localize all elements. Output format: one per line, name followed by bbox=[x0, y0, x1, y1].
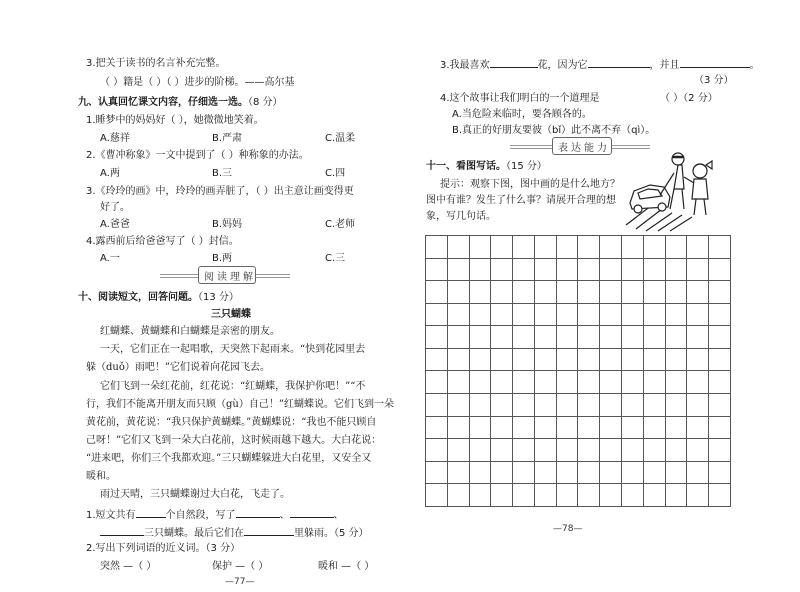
grid-cell[interactable] bbox=[513, 236, 535, 259]
grid-cell[interactable] bbox=[665, 348, 687, 371]
grid-cell[interactable] bbox=[665, 303, 687, 326]
story-line: 它们飞到一朵红花前，红花说：“红蝴蝶，我保护你吧！”“不 bbox=[100, 381, 366, 392]
grid-cell[interactable] bbox=[622, 326, 644, 349]
grid-cell[interactable] bbox=[665, 394, 687, 417]
right-q3-text: ，并且 bbox=[649, 60, 680, 71]
grid-cell[interactable] bbox=[556, 348, 578, 371]
grid-cell[interactable] bbox=[600, 348, 622, 371]
grid-cell[interactable] bbox=[665, 236, 687, 259]
grid-cell[interactable] bbox=[578, 303, 600, 326]
section-10-score: （13 分） bbox=[198, 292, 239, 303]
grid-cell[interactable] bbox=[469, 303, 491, 326]
hint-line: 象，写几句话。 bbox=[426, 211, 496, 222]
grid-cell[interactable] bbox=[709, 394, 731, 417]
q9-4-option-a: A.一 bbox=[100, 253, 120, 264]
answer-2-item: 突然 —（ ） bbox=[100, 561, 157, 572]
grid-cell[interactable] bbox=[556, 236, 578, 259]
right-q3-blank[interactable] bbox=[490, 57, 538, 68]
right-q3-text: 花，因为它 bbox=[537, 60, 588, 71]
grid-cell[interactable] bbox=[426, 236, 448, 259]
answer-1-text: 里躲雨。（5 分） bbox=[294, 528, 369, 539]
grid-cell[interactable] bbox=[556, 281, 578, 304]
grid-cell[interactable] bbox=[447, 394, 469, 417]
grid-cell[interactable] bbox=[513, 281, 535, 304]
grid-cell[interactable] bbox=[709, 258, 731, 281]
grid-cell[interactable] bbox=[687, 258, 709, 281]
grid-cell[interactable] bbox=[491, 348, 513, 371]
grid-cell[interactable] bbox=[426, 258, 448, 281]
grid-cell[interactable] bbox=[622, 394, 644, 417]
grid-row bbox=[426, 281, 731, 304]
right-q4-paren: （ ）（2 分） bbox=[660, 93, 718, 104]
grid-cell[interactable] bbox=[578, 439, 600, 462]
grid-cell[interactable] bbox=[447, 258, 469, 281]
right-q4-option-a: A.当危险来临时，要各顾各的。 bbox=[452, 109, 592, 120]
grid-cell[interactable] bbox=[556, 394, 578, 417]
section-10-heading bbox=[78, 291, 239, 304]
grid-cell[interactable] bbox=[513, 484, 535, 507]
grid-cell[interactable] bbox=[491, 258, 513, 281]
grid-cell[interactable] bbox=[600, 416, 622, 439]
q9-2-option-c: C.四 bbox=[325, 168, 346, 179]
q9-2-text: 2.《曹冲称象》一文中提到了（ ）种称象的办法。 bbox=[86, 150, 309, 161]
answer-1-blank[interactable] bbox=[244, 525, 294, 536]
section-9-heading bbox=[78, 96, 283, 109]
expression-banner-label bbox=[558, 139, 610, 154]
right-q3-text: 。 bbox=[749, 60, 760, 71]
q9-1-text: 1.睡梦中的妈妈好（ ），她微微地笑着。 bbox=[86, 115, 264, 126]
answer-1-text: 1.短文共有 bbox=[86, 510, 136, 521]
grid-row bbox=[426, 258, 731, 281]
grid-cell[interactable] bbox=[687, 303, 709, 326]
grid-cell[interactable] bbox=[447, 236, 469, 259]
grid-cell[interactable] bbox=[687, 326, 709, 349]
q9-2-option-b: B.三 bbox=[212, 168, 233, 179]
story-line: 躲（duǒ）雨吧！”它们说着向花园飞去。 bbox=[86, 362, 270, 373]
story-title: 三只蝴蝶 bbox=[211, 309, 251, 320]
story-line: “进来吧，你们三个我都欢迎。”三只蝴蝶躲进大白花里，又安全又 bbox=[86, 453, 372, 464]
grid-cell[interactable] bbox=[513, 258, 535, 281]
answer-2-item: 暖和 —（ ） bbox=[318, 561, 375, 572]
grid-cell[interactable] bbox=[491, 484, 513, 507]
grid-cell[interactable] bbox=[534, 484, 556, 507]
q9-1-option-b: B.严肃 bbox=[212, 133, 243, 144]
grid-cell[interactable] bbox=[556, 416, 578, 439]
right-q3-text: 3.我最喜欢 bbox=[440, 60, 490, 71]
grid-cell[interactable] bbox=[665, 371, 687, 394]
hint-line: 图中有谁？发生了什么事？请展开合理的想 bbox=[426, 195, 616, 206]
grid-cell[interactable] bbox=[643, 461, 665, 484]
answer-2-title: 2.写出下列词语的近义词。（3 分） bbox=[86, 543, 241, 554]
grid-cell[interactable] bbox=[426, 348, 448, 371]
grid-cell[interactable] bbox=[491, 371, 513, 394]
grid-cell[interactable] bbox=[643, 371, 665, 394]
grid-cell[interactable] bbox=[469, 439, 491, 462]
page-number-right: —78— bbox=[553, 524, 583, 534]
answer-1-text: 三只蝴蝶。最后它们在 bbox=[144, 528, 244, 539]
answer-1-blank[interactable] bbox=[236, 507, 280, 518]
reading-banner-char: 理 bbox=[230, 272, 243, 283]
grid-cell[interactable] bbox=[709, 371, 731, 394]
grid-cell[interactable] bbox=[491, 416, 513, 439]
q9-4-option-b: B.两 bbox=[212, 253, 233, 264]
expression-banner-char: 表 bbox=[558, 143, 571, 154]
right-q4-text: 4.这个故事让我们明白的一个道理是 bbox=[440, 93, 600, 104]
grid-cell[interactable] bbox=[513, 371, 535, 394]
q9-4-text: 4.露西前后给爸爸写了（ ）封信。 bbox=[86, 236, 239, 247]
grid-cell[interactable] bbox=[643, 439, 665, 462]
q9-3-text-line2: 好了。 bbox=[100, 202, 130, 213]
grid-cell[interactable] bbox=[709, 484, 731, 507]
section-11-title: 十一、看图写话。 bbox=[426, 161, 506, 172]
expression-banner-char: 能 bbox=[584, 143, 597, 154]
left-q3-blank-line: （ ）籍是（ ）（ ）进步的阶梯。——高尔基 bbox=[100, 77, 295, 88]
grid-row bbox=[426, 461, 731, 484]
right-q3-blank[interactable] bbox=[680, 57, 750, 68]
grid-cell[interactable] bbox=[534, 461, 556, 484]
grid-cell[interactable] bbox=[426, 394, 448, 417]
q9-3-option-a: A.爸爸 bbox=[100, 219, 130, 230]
grid-cell[interactable] bbox=[687, 371, 709, 394]
grid-cell[interactable] bbox=[534, 394, 556, 417]
grid-cell[interactable] bbox=[600, 371, 622, 394]
reading-banner-char: 读 bbox=[217, 272, 230, 283]
story-line: 己呀！”它们又飞到一朵大白花前，这时候雨越下越大。大白花说： bbox=[86, 435, 382, 446]
grid-cell[interactable] bbox=[534, 258, 556, 281]
grid-cell[interactable] bbox=[709, 281, 731, 304]
q9-3-text-line1: 3.《玲玲的画》中，玲玲的画弄脏了，（ ）出主意让画变得更 bbox=[86, 186, 354, 197]
grid-cell[interactable] bbox=[469, 416, 491, 439]
grid-cell[interactable] bbox=[578, 281, 600, 304]
answer-1-text: 、 bbox=[333, 510, 344, 521]
grid-cell[interactable] bbox=[687, 461, 709, 484]
grid-cell[interactable] bbox=[556, 326, 578, 349]
q9-2-option-a: A.两 bbox=[100, 168, 120, 179]
story-line: 暖和。 bbox=[86, 471, 116, 482]
grid-cell[interactable] bbox=[665, 484, 687, 507]
grid-cell[interactable] bbox=[513, 416, 535, 439]
grid-cell[interactable] bbox=[578, 461, 600, 484]
grid-cell[interactable] bbox=[622, 281, 644, 304]
grid-cell[interactable] bbox=[491, 439, 513, 462]
grid-cell[interactable] bbox=[556, 461, 578, 484]
grid-cell[interactable] bbox=[578, 348, 600, 371]
grid-cell[interactable] bbox=[578, 236, 600, 259]
grid-cell[interactable] bbox=[665, 258, 687, 281]
answer-1-line1 bbox=[86, 507, 344, 522]
grid-cell[interactable] bbox=[600, 439, 622, 462]
section-11-score: （15 分） bbox=[506, 161, 547, 172]
grid-cell[interactable] bbox=[600, 281, 622, 304]
expression-banner-char: 达 bbox=[571, 143, 584, 154]
grid-cell[interactable] bbox=[447, 348, 469, 371]
grid-cell[interactable] bbox=[469, 281, 491, 304]
grid-row bbox=[426, 236, 731, 259]
story-line: 红蝴蝶、黄蝴蝶和白蝴蝶是亲密的朋友。 bbox=[100, 326, 280, 337]
grid-cell[interactable] bbox=[469, 371, 491, 394]
grid-cell[interactable] bbox=[665, 461, 687, 484]
grid-cell[interactable] bbox=[556, 484, 578, 507]
grid-cell[interactable] bbox=[513, 348, 535, 371]
section-9-title: 九、认真回忆课文内容，仔细选一选。 bbox=[78, 97, 248, 108]
section-10-title: 十、阅读短文，回答问题。 bbox=[78, 292, 198, 303]
reading-banner bbox=[160, 268, 290, 282]
grid-cell[interactable] bbox=[600, 394, 622, 417]
grid-cell[interactable] bbox=[556, 258, 578, 281]
grid-cell[interactable] bbox=[534, 236, 556, 259]
grid-cell[interactable] bbox=[600, 258, 622, 281]
grid-cell[interactable] bbox=[469, 326, 491, 349]
grid-cell[interactable] bbox=[534, 348, 556, 371]
grid-row bbox=[426, 439, 731, 462]
grid-cell[interactable] bbox=[643, 236, 665, 259]
grid-cell[interactable] bbox=[687, 236, 709, 259]
grid-cell[interactable] bbox=[578, 416, 600, 439]
grid-cell[interactable] bbox=[622, 258, 644, 281]
reading-banner-char: 解 bbox=[243, 272, 256, 283]
grid-cell[interactable] bbox=[600, 236, 622, 259]
grid-cell[interactable] bbox=[447, 281, 469, 304]
grid-cell[interactable] bbox=[600, 303, 622, 326]
hint-line: 提示：观察下图，图中画的是什么地方？ bbox=[440, 179, 620, 190]
grid-cell[interactable] bbox=[426, 461, 448, 484]
grid-cell[interactable] bbox=[622, 416, 644, 439]
reading-banner-label bbox=[204, 268, 256, 283]
grid-cell[interactable] bbox=[600, 461, 622, 484]
grid-cell[interactable] bbox=[491, 236, 513, 259]
right-q3-line bbox=[440, 57, 760, 72]
grid-cell[interactable] bbox=[709, 348, 731, 371]
grid-cell[interactable] bbox=[534, 326, 556, 349]
grid-cell[interactable] bbox=[643, 484, 665, 507]
writing-grid[interactable] bbox=[425, 235, 731, 507]
story-line: 一天，它们正在一起唱歌，天突然下起雨来。“快到花园里去 bbox=[100, 344, 366, 355]
grid-cell[interactable] bbox=[534, 416, 556, 439]
grid-cell[interactable] bbox=[447, 439, 469, 462]
grid-cell[interactable] bbox=[469, 461, 491, 484]
grid-cell[interactable] bbox=[687, 484, 709, 507]
section-11-heading bbox=[426, 160, 547, 173]
grid-cell[interactable] bbox=[469, 258, 491, 281]
grid-cell[interactable] bbox=[513, 394, 535, 417]
grid-cell[interactable] bbox=[469, 348, 491, 371]
grid-cell[interactable] bbox=[622, 348, 644, 371]
grid-cell[interactable] bbox=[491, 461, 513, 484]
grid-cell[interactable] bbox=[578, 394, 600, 417]
grid-cell[interactable] bbox=[426, 281, 448, 304]
grid-cell[interactable] bbox=[687, 348, 709, 371]
grid-cell[interactable] bbox=[556, 303, 578, 326]
grid-row bbox=[426, 394, 731, 417]
grid-cell[interactable] bbox=[687, 439, 709, 462]
answer-1-text: 个自然段，写了 bbox=[165, 510, 236, 521]
grid-cell[interactable] bbox=[447, 303, 469, 326]
grid-cell[interactable] bbox=[469, 484, 491, 507]
q9-1-option-c: C.温柔 bbox=[325, 133, 356, 144]
grid-cell[interactable] bbox=[665, 416, 687, 439]
grid-cell[interactable] bbox=[687, 394, 709, 417]
grid-cell[interactable] bbox=[578, 484, 600, 507]
grid-cell[interactable] bbox=[426, 303, 448, 326]
grid-cell[interactable] bbox=[643, 416, 665, 439]
crosswalk-illustration bbox=[622, 143, 720, 233]
grid-cell[interactable] bbox=[709, 439, 731, 462]
grid-cell[interactable] bbox=[447, 416, 469, 439]
grid-cell[interactable] bbox=[600, 484, 622, 507]
grid-cell[interactable] bbox=[643, 281, 665, 304]
grid-cell[interactable] bbox=[447, 326, 469, 349]
grid-cell[interactable] bbox=[513, 461, 535, 484]
page-number-left: —77— bbox=[225, 577, 255, 587]
grid-cell[interactable] bbox=[534, 281, 556, 304]
story-line: 雨过天晴，三只蝴蝶谢过大白花，飞走了。 bbox=[100, 489, 290, 500]
grid-cell[interactable] bbox=[491, 281, 513, 304]
grid-cell[interactable] bbox=[687, 281, 709, 304]
grid-cell[interactable] bbox=[513, 303, 535, 326]
grid-cell[interactable] bbox=[622, 439, 644, 462]
grid-cell[interactable] bbox=[447, 484, 469, 507]
q9-3-option-c: C.老师 bbox=[325, 219, 356, 230]
grid-row bbox=[426, 416, 731, 439]
grid-cell[interactable] bbox=[426, 326, 448, 349]
expression-banner-char: 力 bbox=[597, 143, 610, 154]
grid-cell[interactable] bbox=[600, 326, 622, 349]
grid-row bbox=[426, 484, 731, 507]
grid-cell[interactable] bbox=[622, 484, 644, 507]
grid-cell[interactable] bbox=[426, 371, 448, 394]
grid-cell[interactable] bbox=[709, 236, 731, 259]
answer-1-text: 、 bbox=[279, 510, 290, 521]
grid-cell[interactable] bbox=[534, 303, 556, 326]
grid-cell[interactable] bbox=[578, 326, 600, 349]
grid-cell[interactable] bbox=[426, 416, 448, 439]
grid-cell[interactable] bbox=[447, 461, 469, 484]
left-q3-title: 3.把关于读书的名言补充完整。 bbox=[86, 58, 226, 69]
grid-cell[interactable] bbox=[643, 394, 665, 417]
reading-banner-char: 阅 bbox=[204, 272, 217, 283]
grid-cell[interactable] bbox=[709, 461, 731, 484]
grid-cell[interactable] bbox=[578, 258, 600, 281]
grid-cell[interactable] bbox=[643, 326, 665, 349]
grid-cell[interactable] bbox=[665, 439, 687, 462]
answer-1-blank[interactable] bbox=[100, 525, 144, 536]
grid-cell[interactable] bbox=[578, 371, 600, 394]
section-9-score: （8 分） bbox=[248, 97, 283, 108]
q9-3-option-b: B.妈妈 bbox=[212, 219, 243, 230]
grid-cell[interactable] bbox=[622, 236, 644, 259]
grid-cell[interactable] bbox=[513, 439, 535, 462]
grid-cell[interactable] bbox=[426, 484, 448, 507]
grid-cell[interactable] bbox=[491, 326, 513, 349]
grid-cell[interactable] bbox=[491, 303, 513, 326]
grid-cell[interactable] bbox=[513, 326, 535, 349]
grid-row bbox=[426, 348, 731, 371]
grid-cell[interactable] bbox=[622, 303, 644, 326]
grid-cell[interactable] bbox=[643, 258, 665, 281]
q9-4-option-c: C.三 bbox=[325, 253, 346, 264]
grid-cell[interactable] bbox=[643, 348, 665, 371]
grid-cell[interactable] bbox=[643, 303, 665, 326]
grid-cell[interactable] bbox=[534, 439, 556, 462]
grid-cell[interactable] bbox=[709, 416, 731, 439]
grid-cell[interactable] bbox=[622, 461, 644, 484]
grid-cell[interactable] bbox=[447, 371, 469, 394]
grid-cell[interactable] bbox=[469, 394, 491, 417]
answer-1-blank[interactable] bbox=[136, 507, 166, 518]
answer-1-blank[interactable] bbox=[290, 507, 334, 518]
grid-row bbox=[426, 303, 731, 326]
grid-cell[interactable] bbox=[665, 326, 687, 349]
grid-cell[interactable] bbox=[556, 371, 578, 394]
right-q4-option-b: B.真正的好朋友要彼（bǐ）此不离不弃（qì）。 bbox=[452, 125, 656, 136]
grid-cell[interactable] bbox=[469, 236, 491, 259]
answer-2-item: 保护 —（ ） bbox=[212, 561, 269, 572]
grid-cell[interactable] bbox=[709, 303, 731, 326]
grid-cell[interactable] bbox=[665, 281, 687, 304]
grid-row bbox=[426, 371, 731, 394]
grid-cell[interactable] bbox=[622, 371, 644, 394]
grid-cell[interactable] bbox=[534, 371, 556, 394]
answer-1-line2 bbox=[100, 525, 369, 540]
grid-row bbox=[426, 326, 731, 349]
grid-cell[interactable] bbox=[709, 326, 731, 349]
q9-1-option-a: A.慈祥 bbox=[100, 133, 130, 144]
grid-cell[interactable] bbox=[426, 439, 448, 462]
grid-cell[interactable] bbox=[687, 416, 709, 439]
story-line: 行，我们不能离开朋友而只顾（gù）自己！”红蝴蝶说。它们飞到一朵 bbox=[86, 399, 394, 410]
story-line: 黄花前，黄花说：“我只保护黄蝴蝶。”黄蝴蝶说：“我也不能只顾自 bbox=[86, 417, 377, 428]
right-q3-blank[interactable] bbox=[588, 57, 650, 68]
right-q3-score: （3 分） bbox=[694, 75, 734, 86]
grid-cell[interactable] bbox=[556, 439, 578, 462]
grid-cell[interactable] bbox=[491, 394, 513, 417]
